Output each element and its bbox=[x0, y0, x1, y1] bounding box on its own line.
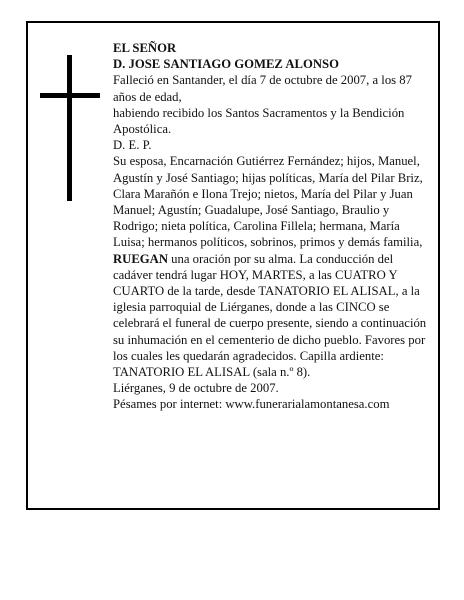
cross-vertical-bar bbox=[67, 55, 72, 201]
notice-heading: EL SEÑOR bbox=[113, 41, 177, 55]
cross-horizontal-bar bbox=[40, 93, 100, 98]
deceased-name: D. JOSE SANTIAGO GOMEZ ALONSO bbox=[113, 57, 339, 72]
death-announcement: Falleció en Santander, el día 7 de octubre de 2007, a los 87 años de edad, bbox=[113, 73, 412, 104]
funeral-details bbox=[113, 251, 429, 381]
sacraments-line: habiendo recibido los Santos Sacramentos y la Bendición Apostólica. bbox=[113, 105, 405, 137]
funeral-details-text: una oración por su alma. La conducción del cadáver tendrá lugar HOY, MARTES, a las CUATRO Y CUARTO de la tarde, desde TANATORIO EL ALISAL, a la iglesia parroquial de Liérganes, donde a las CINCO se celebrará el funeral de cuerpo presente, siendo a continuación su inhumación en el cementerio de dicho pueblo. Favores por los cuales les quedarán agradecidos. Capilla ardiente: TANATORIO EL ALISAL (sala n.º 8). bbox=[113, 251, 427, 380]
dep-line: D. E. P. bbox=[113, 138, 152, 153]
request-lead: RUEGAN bbox=[113, 251, 168, 266]
family-list: Su esposa, Encarnación Gutiérrez Fernández; hijos, Manuel, Agustín y José Santiago; hijas políticas, María del Pilar Briz, Clara Marañón e Ilona Trejo; nietos, María del Pilar y Juan Manuel; Agustín; Guadalupe, José Santiago, Braulio y Rodrigo; nieta política, Carolina Fillela; hermana, María Luisa; hermanos políticos, sobrinos, primos y demás familia, bbox=[113, 154, 423, 250]
place-date: Liérganes, 9 de octubre de 2007. bbox=[113, 381, 279, 396]
condolences-line: Pésames por internet: www.funerarialamontanesa.com bbox=[113, 397, 390, 412]
obituary-notice bbox=[26, 21, 440, 510]
notice-text-block bbox=[113, 40, 429, 413]
latin-cross-icon bbox=[40, 55, 100, 201]
